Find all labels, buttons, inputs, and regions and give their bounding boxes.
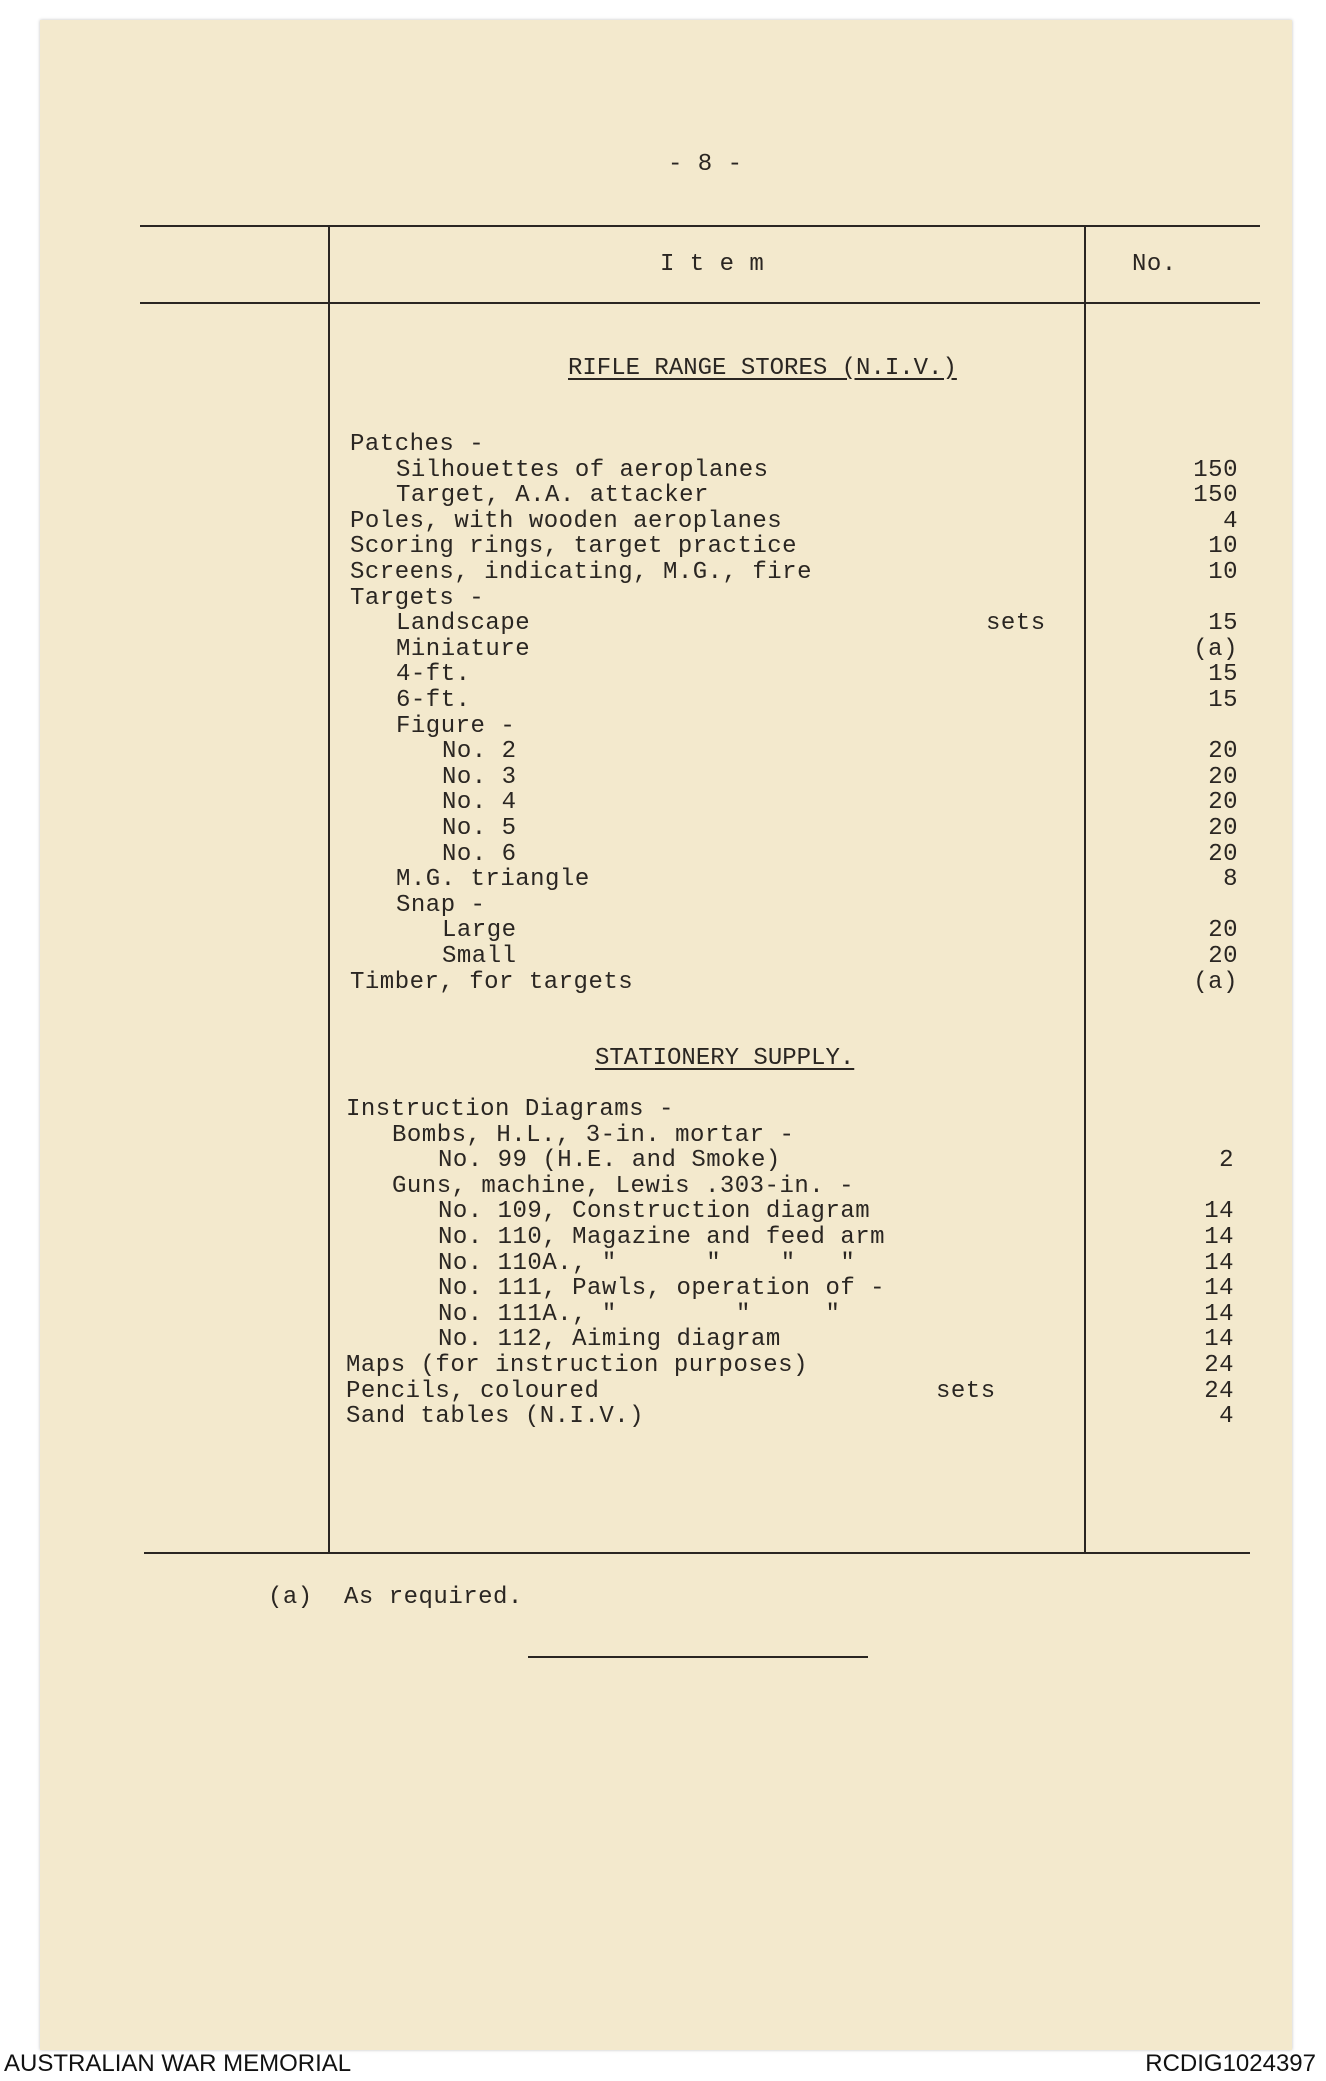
- item-number: 15: [1208, 610, 1238, 638]
- table-row: [346, 1199, 1240, 1225]
- table-row: [346, 1123, 1240, 1149]
- footnote-text: As required.: [344, 1584, 523, 1611]
- item-unit: sets: [986, 610, 1046, 638]
- table-row: [346, 1148, 1240, 1174]
- table-row: [350, 458, 1240, 484]
- item-label: Bombs, H.L., 3-in. mortar -: [392, 1121, 795, 1149]
- table-row: [350, 842, 1240, 868]
- item-number: 20: [1208, 943, 1238, 970]
- table-row: [350, 637, 1240, 663]
- item-label: Scoring rings, target practice: [350, 533, 798, 561]
- item-label: Targets -: [350, 584, 485, 612]
- table-row: [350, 714, 1240, 740]
- item-number: 2: [1219, 1147, 1234, 1175]
- table-row: [350, 739, 1240, 765]
- item-label: No. 110A., " " " ": [438, 1249, 856, 1277]
- table-row: [350, 432, 1240, 458]
- item-label: No. 4: [442, 789, 517, 817]
- item-number: 4: [1219, 1403, 1234, 1431]
- footer-institution: AUSTRALIAN WAR MEMORIAL: [4, 2050, 352, 2077]
- table-row: [350, 970, 1240, 996]
- item-label: Snap -: [396, 891, 486, 919]
- item-number: 150: [1193, 456, 1238, 484]
- table-row: [350, 611, 1240, 637]
- footer-identifier: RCDIG1024397: [1145, 2050, 1316, 2077]
- item-number: 4: [1223, 507, 1238, 535]
- item-label: Guns, machine, Lewis .303-in. -: [392, 1172, 854, 1200]
- item-number: 10: [1208, 559, 1238, 586]
- item-label: Small: [442, 943, 517, 970]
- item-label: Pencils, coloured: [346, 1377, 600, 1405]
- table-row: [350, 509, 1240, 535]
- page-number: - 8 -: [668, 151, 743, 178]
- item-label: Maps (for instruction purposes): [346, 1352, 808, 1379]
- item-label: No. 99 (H.E. and Smoke): [438, 1147, 781, 1175]
- table-row: [350, 816, 1240, 842]
- item-number: 20: [1208, 815, 1238, 842]
- table-row: [346, 1302, 1240, 1328]
- item-number: 15: [1208, 687, 1238, 714]
- table-row: [350, 893, 1240, 919]
- item-label: Timber, for targets: [350, 968, 634, 996]
- column-header-item: I t e m: [660, 251, 765, 278]
- item-label: No. 109, Construction diagram: [438, 1198, 871, 1226]
- table-row: [350, 586, 1240, 612]
- item-label: Patches -: [350, 431, 485, 458]
- item-number: 24: [1204, 1352, 1234, 1379]
- item-label: No. 111A., " " ": [438, 1300, 841, 1328]
- column-header-no: No.: [1132, 251, 1177, 278]
- table-row: [350, 944, 1240, 970]
- item-number: 20: [1208, 738, 1238, 766]
- table-row: [350, 918, 1240, 944]
- item-label: Large: [442, 917, 517, 945]
- item-label: Sand tables (N.I.V.): [346, 1403, 645, 1431]
- item-number: 24: [1204, 1377, 1234, 1405]
- table-header-rule: [140, 302, 1260, 304]
- closing-rule: [528, 1656, 868, 1658]
- table-row: [350, 662, 1240, 688]
- table-left-divider: [328, 225, 330, 1552]
- item-label: Miniature: [396, 635, 531, 663]
- table-top-rule: [140, 225, 1260, 227]
- table-row: [346, 1174, 1240, 1200]
- table-row: [346, 1225, 1240, 1251]
- table-row: [350, 560, 1240, 586]
- item-label: Silhouettes of aeroplanes: [396, 456, 769, 484]
- item-label: 4-ft.: [396, 661, 471, 689]
- item-number: 14: [1204, 1275, 1234, 1303]
- item-label: Screens, indicating, M.G., fire: [350, 559, 812, 586]
- item-number: 20: [1208, 763, 1238, 791]
- item-number: 14: [1204, 1224, 1234, 1251]
- item-number: 14: [1204, 1300, 1234, 1328]
- item-label: Poles, with wooden aeroplanes: [350, 507, 783, 535]
- item-label: Landscape: [396, 610, 531, 638]
- item-label: No. 111, Pawls, operation of -: [438, 1275, 886, 1303]
- table-row: [346, 1404, 1240, 1430]
- item-label: Figure -: [396, 712, 516, 740]
- table-row: [346, 1379, 1240, 1405]
- item-label: No. 2: [442, 738, 517, 766]
- item-number: 14: [1204, 1198, 1234, 1226]
- item-number: 20: [1208, 917, 1238, 945]
- item-label: No. 6: [442, 840, 517, 868]
- item-number: 14: [1204, 1326, 1234, 1354]
- table-row: [346, 1327, 1240, 1353]
- item-number: 15: [1208, 661, 1238, 689]
- table-row: [346, 1276, 1240, 1302]
- item-label: 6-ft.: [396, 687, 471, 714]
- item-number: 150: [1193, 482, 1238, 510]
- table-bottom-rule: [144, 1552, 1250, 1554]
- item-label: M.G. triangle: [396, 866, 590, 894]
- item-unit: sets: [936, 1377, 996, 1405]
- table-row: [350, 534, 1240, 560]
- section-title-rifle-range: RIFLE RANGE STORES (N.I.V.): [568, 355, 957, 382]
- item-label: Target, A.A. attacker: [396, 482, 709, 510]
- item-number: (a): [1193, 968, 1238, 996]
- item-number: (a): [1193, 635, 1238, 663]
- table-row: [350, 790, 1240, 816]
- table-row: [346, 1251, 1240, 1277]
- item-label: No. 5: [442, 815, 517, 842]
- item-number: 14: [1204, 1249, 1234, 1277]
- item-label: No. 112, Aiming diagram: [438, 1326, 781, 1354]
- item-number: 20: [1208, 840, 1238, 868]
- table-row: [346, 1097, 1240, 1123]
- item-label: Instruction Diagrams -: [346, 1096, 674, 1123]
- footnote-mark: (a): [268, 1584, 313, 1611]
- table-row: [346, 1353, 1240, 1379]
- table-row: [350, 867, 1240, 893]
- item-number: 8: [1223, 866, 1238, 894]
- table-row: [350, 688, 1240, 714]
- document-page: [40, 20, 1292, 2050]
- item-number: 20: [1208, 789, 1238, 817]
- item-number: 10: [1208, 533, 1238, 561]
- section-title-stationery: STATIONERY SUPPLY.: [595, 1045, 855, 1072]
- table-row: [350, 483, 1240, 509]
- table-row: [350, 765, 1240, 791]
- item-label: No. 110, Magazine and feed arm: [438, 1224, 886, 1251]
- item-label: No. 3: [442, 763, 517, 791]
